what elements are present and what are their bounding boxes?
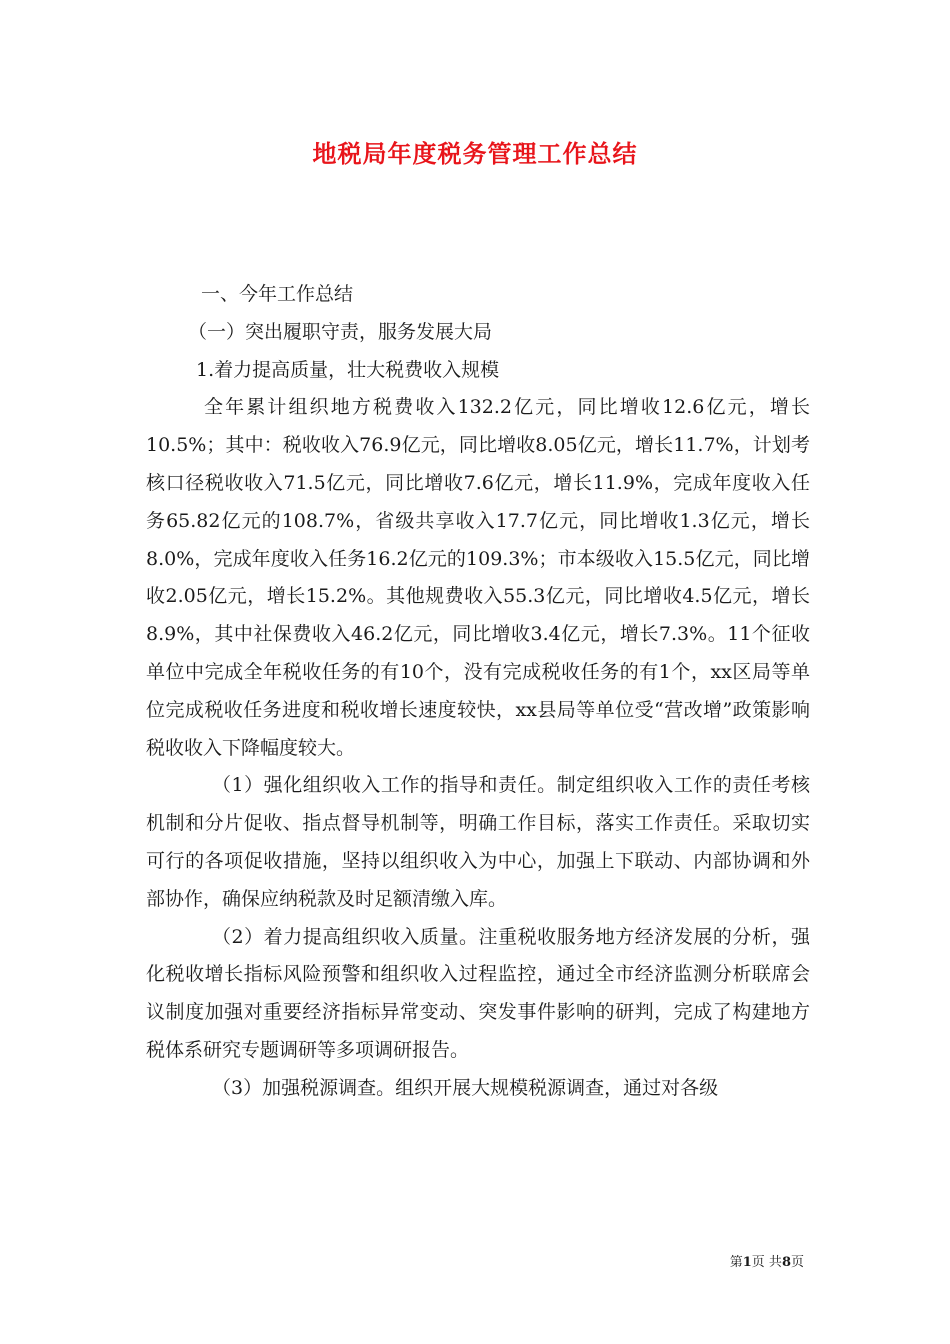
document-body (146, 276, 810, 1108)
footer-prefix: 第 (729, 1255, 743, 1270)
item-heading: 1.着力提高质量，壮大税费收入规模 (196, 358, 500, 381)
total-pages-number: 8 (781, 1255, 791, 1270)
page-footer (0, 1251, 804, 1270)
paragraph-revenue-summary: 全年累计组织地方税费收入132.2亿元，同比增收12.6亿元，增长10.5%；其中：税收收入76.9亿元，同比增收8.05亿元，增长11.7%，计划考核口径税收收入71.5亿元，同比增收7.6亿元，增长11.9%，完成年度收入任务65.82亿元的108.7%，省级共享收入17.7亿元，同比增收1.3亿元，增长8.0%，完成年度收入任务16.2亿元的109.3%；市本级收入15.5亿元，同比增收2.05亿元，增长15.2%。其他规费收入55.3亿元，同比增收4.5亿元，增长8.9%，其中社保费收入46.2亿元，同比增收3.4亿元，增长7.3%。11个征收单位中完成全年税收任务的有10个，没有完成税收任务的有1个，xx区局等单位完成税收任务进度和税收增长速度较快，xx县局等单位受“营改增”政策影响税收收入下降幅度较大。 (146, 396, 810, 759)
footer-middle: 页 共 (751, 1255, 782, 1270)
paragraph-item-1: （1）强化组织收入工作的指导和责任。制定组织收入工作的责任考核机制和分片促收、指点督导机制等，明确工作目标，落实工作责任。采取切实可行的各项促收措施，坚持以组织收入为中心，加强上下联动、内部协调和外部协作，确保应纳税款及时足额清缴入库。 (146, 774, 810, 910)
footer-suffix: 页 (790, 1255, 804, 1270)
current-page-number: 1 (742, 1255, 752, 1270)
section-heading: 一、今年工作总结 (201, 283, 354, 305)
paragraph-item-3: （3）加强税源调查。组织开展大规模税源调查，通过对各级 (212, 1076, 719, 1099)
subsection-heading: （一）突出履职守责，服务发展大局 (188, 320, 493, 343)
document-title: 地税局年度税务管理工作总结 (312, 139, 638, 168)
paragraph-item-2: （2）着力提高组织收入质量。注重税收服务地方经济发展的分析，强化税收增长指标风险预警和组织收入过程监控，通过全市经济监测分析联席会议制度加强对重要经济指标异常变动、突发事件影响的研判，完成了构建地方税体系研究专题调研等多项调研报告。 (146, 925, 810, 1061)
